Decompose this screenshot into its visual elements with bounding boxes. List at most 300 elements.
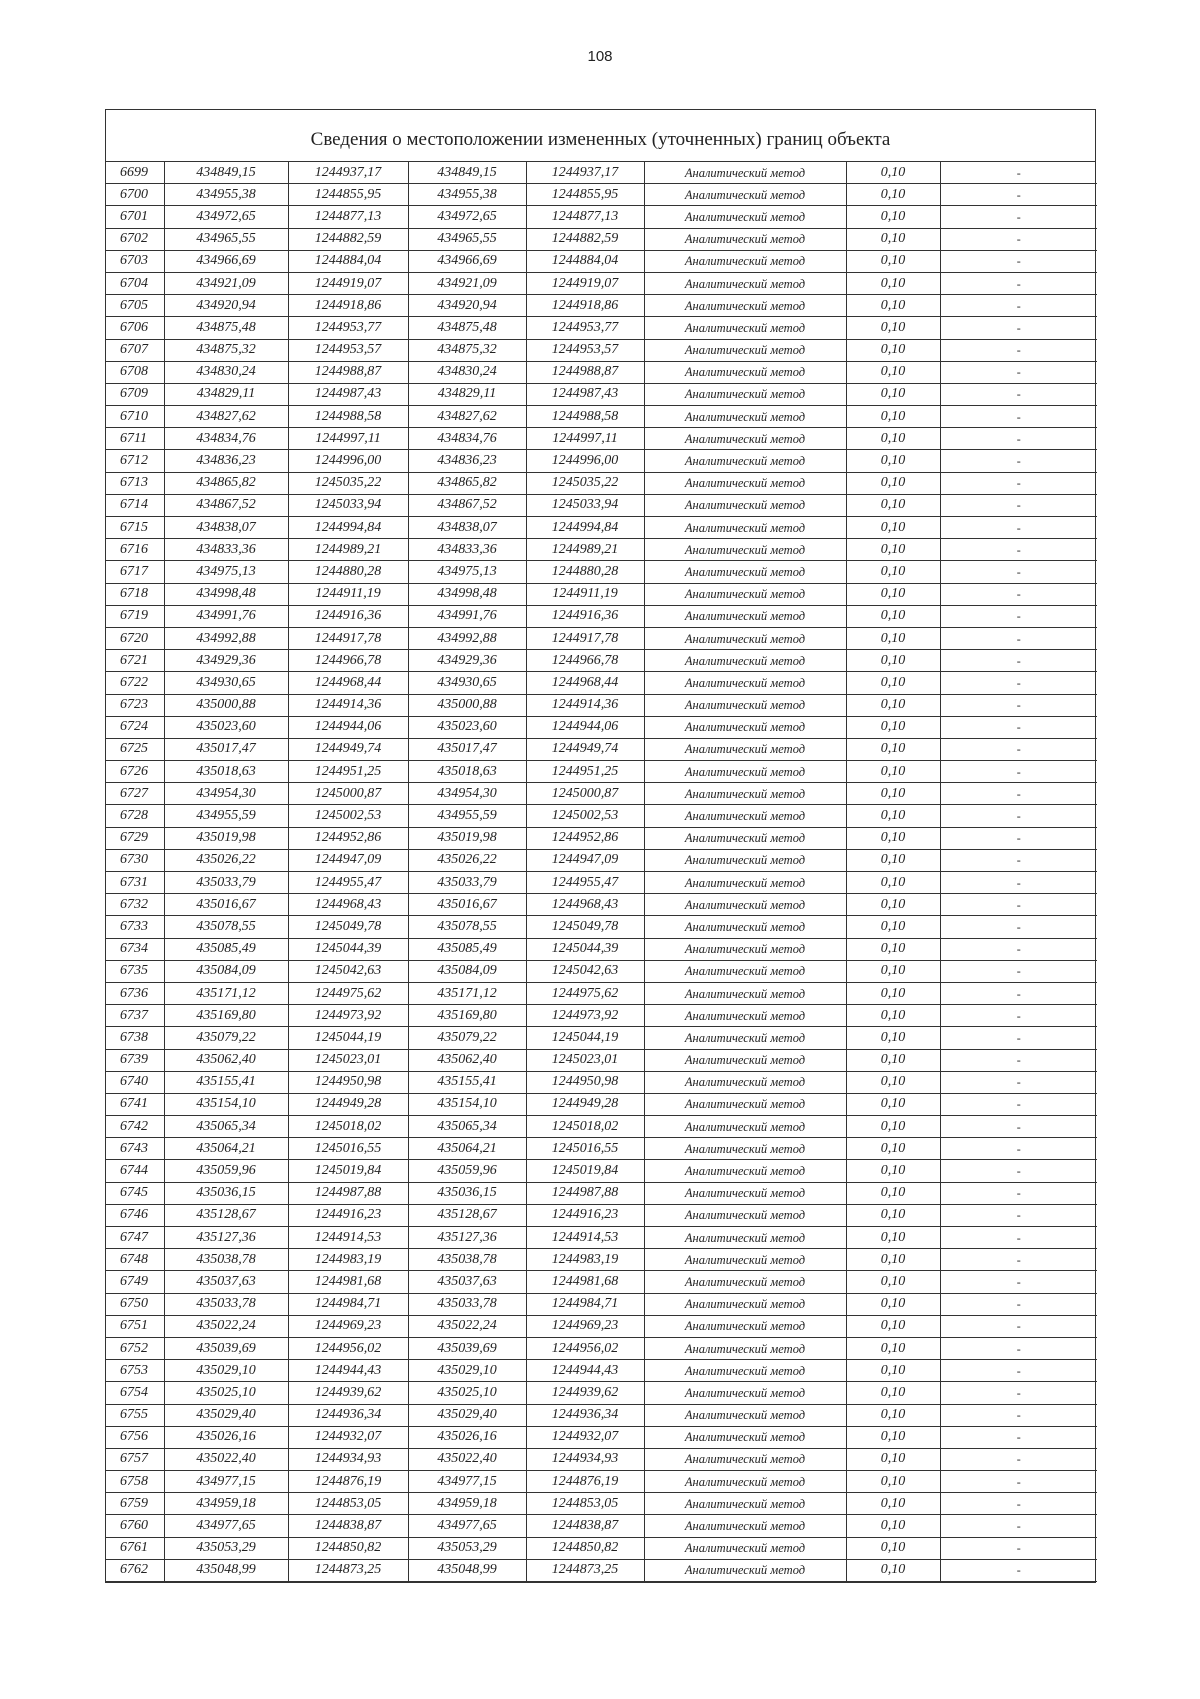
- x-existing-cell: 434998,48: [164, 583, 288, 605]
- table-row: [106, 1404, 1097, 1426]
- y-new-cell: 1244918,86: [526, 295, 644, 317]
- point-number-cell: 6714: [106, 494, 164, 516]
- x-new-cell: 434834,76: [408, 428, 526, 450]
- table-row: [106, 1249, 1097, 1271]
- y-existing-cell: 1244953,57: [288, 339, 408, 361]
- method-cell: Аналитический метод: [644, 517, 846, 539]
- accuracy-cell: 0,10: [846, 1071, 940, 1093]
- accuracy-cell: 0,10: [846, 1160, 940, 1182]
- table-row: [106, 1204, 1097, 1226]
- x-new-cell: 435079,22: [408, 1027, 526, 1049]
- table-row: [106, 1426, 1097, 1448]
- accuracy-cell: 0,10: [846, 872, 940, 894]
- y-existing-cell: 1244916,23: [288, 1204, 408, 1226]
- description-cell: -: [940, 1515, 1097, 1537]
- point-number-cell: 6726: [106, 761, 164, 783]
- point-number-cell: 6753: [106, 1360, 164, 1382]
- method-cell: Аналитический метод: [644, 1426, 846, 1448]
- x-existing-cell: 434849,15: [164, 162, 288, 184]
- accuracy-cell: 0,10: [846, 1049, 940, 1071]
- y-existing-cell: 1244934,93: [288, 1448, 408, 1470]
- point-number-cell: 6745: [106, 1182, 164, 1204]
- table-row: [106, 761, 1097, 783]
- y-new-cell: 1244953,77: [526, 317, 644, 339]
- description-cell: -: [940, 339, 1097, 361]
- method-cell: Аналитический метод: [644, 1138, 846, 1160]
- point-number-cell: 6751: [106, 1315, 164, 1337]
- x-existing-cell: 434955,59: [164, 805, 288, 827]
- x-new-cell: 435017,47: [408, 738, 526, 760]
- accuracy-cell: 0,10: [846, 605, 940, 627]
- accuracy-cell: 0,10: [846, 1182, 940, 1204]
- accuracy-cell: 0,10: [846, 1559, 940, 1581]
- method-cell: Аналитический метод: [644, 1027, 846, 1049]
- y-existing-cell: 1245033,94: [288, 494, 408, 516]
- y-new-cell: 1244873,25: [526, 1559, 644, 1581]
- description-cell: -: [940, 916, 1097, 938]
- table-row: [106, 1093, 1097, 1115]
- x-new-cell: 435029,10: [408, 1360, 526, 1382]
- accuracy-cell: 0,10: [846, 1271, 940, 1293]
- method-cell: Аналитический метод: [644, 1271, 846, 1293]
- y-new-cell: 1244996,00: [526, 450, 644, 472]
- description-cell: -: [940, 894, 1097, 916]
- x-new-cell: 434838,07: [408, 517, 526, 539]
- y-new-cell: 1244944,43: [526, 1360, 644, 1382]
- y-new-cell: 1244973,92: [526, 1005, 644, 1027]
- description-cell: -: [940, 716, 1097, 738]
- table-row: [106, 1049, 1097, 1071]
- x-existing-cell: 434992,88: [164, 627, 288, 649]
- description-cell: -: [940, 694, 1097, 716]
- method-cell: Аналитический метод: [644, 627, 846, 649]
- y-existing-cell: 1244939,62: [288, 1382, 408, 1404]
- description-cell: -: [940, 1227, 1097, 1249]
- y-existing-cell: 1244956,02: [288, 1337, 408, 1359]
- y-existing-cell: 1244975,62: [288, 982, 408, 1004]
- table-row: [106, 1537, 1097, 1559]
- point-number-cell: 6702: [106, 228, 164, 250]
- point-number-cell: 6715: [106, 517, 164, 539]
- description-cell: -: [940, 450, 1097, 472]
- y-existing-cell: 1244988,58: [288, 406, 408, 428]
- description-cell: -: [940, 1027, 1097, 1049]
- description-cell: -: [940, 1559, 1097, 1581]
- y-new-cell: 1244981,68: [526, 1271, 644, 1293]
- y-existing-cell: 1244968,43: [288, 894, 408, 916]
- point-number-cell: 6740: [106, 1071, 164, 1093]
- table-body: [106, 162, 1097, 1582]
- x-new-cell: 434977,65: [408, 1515, 526, 1537]
- accuracy-cell: 0,10: [846, 162, 940, 184]
- description-cell: -: [940, 627, 1097, 649]
- y-existing-cell: 1244987,88: [288, 1182, 408, 1204]
- y-existing-cell: 1244966,78: [288, 650, 408, 672]
- description-cell: -: [940, 206, 1097, 228]
- x-existing-cell: 434977,65: [164, 1515, 288, 1537]
- x-new-cell: 434959,18: [408, 1493, 526, 1515]
- method-cell: Аналитический метод: [644, 716, 846, 738]
- accuracy-cell: 0,10: [846, 1027, 940, 1049]
- point-number-cell: 6716: [106, 539, 164, 561]
- y-new-cell: 1244936,34: [526, 1404, 644, 1426]
- table-row: [106, 361, 1097, 383]
- description-cell: -: [940, 1426, 1097, 1448]
- method-cell: Аналитический метод: [644, 184, 846, 206]
- x-new-cell: 435155,41: [408, 1071, 526, 1093]
- accuracy-cell: 0,10: [846, 672, 940, 694]
- method-cell: Аналитический метод: [644, 228, 846, 250]
- x-existing-cell: 435016,67: [164, 894, 288, 916]
- accuracy-cell: 0,10: [846, 783, 940, 805]
- accuracy-cell: 0,10: [846, 295, 940, 317]
- point-number-cell: 6700: [106, 184, 164, 206]
- table-row: [106, 406, 1097, 428]
- accuracy-cell: 0,10: [846, 1093, 940, 1115]
- point-number-cell: 6739: [106, 1049, 164, 1071]
- table-row: [106, 894, 1097, 916]
- table-row: [106, 716, 1097, 738]
- table-row: [106, 1559, 1097, 1581]
- description-cell: -: [940, 1448, 1097, 1470]
- description-cell: -: [940, 938, 1097, 960]
- description-cell: -: [940, 383, 1097, 405]
- point-number-cell: 6734: [106, 938, 164, 960]
- x-existing-cell: 435022,24: [164, 1315, 288, 1337]
- method-cell: Аналитический метод: [644, 317, 846, 339]
- table-row: [106, 1337, 1097, 1359]
- x-existing-cell: 435037,63: [164, 1271, 288, 1293]
- method-cell: Аналитический метод: [644, 672, 846, 694]
- y-existing-cell: 1244855,95: [288, 184, 408, 206]
- x-existing-cell: 434875,32: [164, 339, 288, 361]
- accuracy-cell: 0,10: [846, 339, 940, 361]
- method-cell: Аналитический метод: [644, 1293, 846, 1315]
- point-number-cell: 6712: [106, 450, 164, 472]
- y-existing-cell: 1245049,78: [288, 916, 408, 938]
- x-new-cell: 435037,63: [408, 1271, 526, 1293]
- x-new-cell: 434965,55: [408, 228, 526, 250]
- accuracy-cell: 0,10: [846, 539, 940, 561]
- y-new-cell: 1244914,53: [526, 1227, 644, 1249]
- method-cell: Аналитический метод: [644, 561, 846, 583]
- y-new-cell: 1244987,88: [526, 1182, 644, 1204]
- table-row: [106, 738, 1097, 760]
- x-new-cell: 435033,78: [408, 1293, 526, 1315]
- point-number-cell: 6738: [106, 1027, 164, 1049]
- accuracy-cell: 0,10: [846, 738, 940, 760]
- y-existing-cell: 1245044,39: [288, 938, 408, 960]
- point-number-cell: 6725: [106, 738, 164, 760]
- accuracy-cell: 0,10: [846, 1138, 940, 1160]
- x-existing-cell: 434991,76: [164, 605, 288, 627]
- x-new-cell: 434836,23: [408, 450, 526, 472]
- point-number-cell: 6758: [106, 1471, 164, 1493]
- y-new-cell: 1244884,04: [526, 250, 644, 272]
- x-existing-cell: 435128,67: [164, 1204, 288, 1226]
- point-number-cell: 6746: [106, 1204, 164, 1226]
- y-existing-cell: 1245002,53: [288, 805, 408, 827]
- x-existing-cell: 434959,18: [164, 1493, 288, 1515]
- description-cell: -: [940, 1093, 1097, 1115]
- table-row: [106, 650, 1097, 672]
- description-cell: -: [940, 162, 1097, 184]
- x-existing-cell: 435064,21: [164, 1138, 288, 1160]
- y-new-cell: 1244838,87: [526, 1515, 644, 1537]
- accuracy-cell: 0,10: [846, 472, 940, 494]
- method-cell: Аналитический метод: [644, 783, 846, 805]
- accuracy-cell: 0,10: [846, 1204, 940, 1226]
- method-cell: Аналитический метод: [644, 295, 846, 317]
- x-new-cell: 435018,63: [408, 761, 526, 783]
- x-existing-cell: 434921,09: [164, 272, 288, 294]
- point-number-cell: 6744: [106, 1160, 164, 1182]
- x-existing-cell: 434929,36: [164, 650, 288, 672]
- method-cell: Аналитический метод: [644, 1337, 846, 1359]
- accuracy-cell: 0,10: [846, 1404, 940, 1426]
- accuracy-cell: 0,10: [846, 716, 940, 738]
- point-number-cell: 6737: [106, 1005, 164, 1027]
- y-existing-cell: 1244981,68: [288, 1271, 408, 1293]
- accuracy-cell: 0,10: [846, 761, 940, 783]
- point-number-cell: 6724: [106, 716, 164, 738]
- x-new-cell: 435171,12: [408, 982, 526, 1004]
- x-new-cell: 434998,48: [408, 583, 526, 605]
- boundary-table: [105, 109, 1096, 1583]
- method-cell: Аналитический метод: [644, 406, 846, 428]
- method-cell: Аналитический метод: [644, 1182, 846, 1204]
- table-row: [106, 916, 1097, 938]
- description-cell: -: [940, 1337, 1097, 1359]
- y-existing-cell: 1244850,82: [288, 1537, 408, 1559]
- point-number-cell: 6756: [106, 1426, 164, 1448]
- method-cell: Аналитический метод: [644, 361, 846, 383]
- y-existing-cell: 1245044,19: [288, 1027, 408, 1049]
- x-existing-cell: 434827,62: [164, 406, 288, 428]
- x-new-cell: 434875,32: [408, 339, 526, 361]
- accuracy-cell: 0,10: [846, 1293, 940, 1315]
- accuracy-cell: 0,10: [846, 1116, 940, 1138]
- y-existing-cell: 1244914,53: [288, 1227, 408, 1249]
- description-cell: -: [940, 849, 1097, 871]
- description-cell: -: [940, 761, 1097, 783]
- accuracy-cell: 0,10: [846, 650, 940, 672]
- x-new-cell: 435154,10: [408, 1093, 526, 1115]
- x-existing-cell: 435053,29: [164, 1537, 288, 1559]
- accuracy-cell: 0,10: [846, 827, 940, 849]
- coordinates-table: [106, 162, 1097, 1582]
- x-existing-cell: 434930,65: [164, 672, 288, 694]
- x-new-cell: 435000,88: [408, 694, 526, 716]
- table-row: [106, 694, 1097, 716]
- point-number-cell: 6728: [106, 805, 164, 827]
- x-new-cell: 434920,94: [408, 295, 526, 317]
- method-cell: Аналитический метод: [644, 738, 846, 760]
- y-existing-cell: 1244952,86: [288, 827, 408, 849]
- method-cell: Аналитический метод: [644, 494, 846, 516]
- y-existing-cell: 1244932,07: [288, 1426, 408, 1448]
- x-new-cell: 435064,21: [408, 1138, 526, 1160]
- point-number-cell: 6736: [106, 982, 164, 1004]
- point-number-cell: 6711: [106, 428, 164, 450]
- description-cell: -: [940, 1005, 1097, 1027]
- description-cell: -: [940, 1116, 1097, 1138]
- description-cell: -: [940, 361, 1097, 383]
- table-row: [106, 605, 1097, 627]
- point-number-cell: 6710: [106, 406, 164, 428]
- table-row: [106, 1182, 1097, 1204]
- x-new-cell: 435128,67: [408, 1204, 526, 1226]
- description-cell: -: [940, 317, 1097, 339]
- accuracy-cell: 0,10: [846, 428, 940, 450]
- description-cell: -: [940, 1160, 1097, 1182]
- description-cell: -: [940, 738, 1097, 760]
- x-new-cell: 434992,88: [408, 627, 526, 649]
- table-row: [106, 1227, 1097, 1249]
- y-existing-cell: 1244937,17: [288, 162, 408, 184]
- point-number-cell: 6748: [106, 1249, 164, 1271]
- y-new-cell: 1244937,17: [526, 162, 644, 184]
- accuracy-cell: 0,10: [846, 228, 940, 250]
- x-existing-cell: 435084,09: [164, 960, 288, 982]
- accuracy-cell: 0,10: [846, 1537, 940, 1559]
- method-cell: Аналитический метод: [644, 982, 846, 1004]
- x-new-cell: 435016,67: [408, 894, 526, 916]
- table-row: [106, 1515, 1097, 1537]
- point-number-cell: 6707: [106, 339, 164, 361]
- y-new-cell: 1245000,87: [526, 783, 644, 805]
- method-cell: Аналитический метод: [644, 450, 846, 472]
- table-row: [106, 206, 1097, 228]
- y-existing-cell: 1244968,44: [288, 672, 408, 694]
- method-cell: Аналитический метод: [644, 894, 846, 916]
- point-number-cell: 6722: [106, 672, 164, 694]
- x-new-cell: 434833,36: [408, 539, 526, 561]
- accuracy-cell: 0,10: [846, 1005, 940, 1027]
- point-number-cell: 6709: [106, 383, 164, 405]
- table-row: [106, 472, 1097, 494]
- point-number-cell: 6733: [106, 916, 164, 938]
- y-new-cell: 1244850,82: [526, 1537, 644, 1559]
- y-existing-cell: 1244953,77: [288, 317, 408, 339]
- point-number-cell: 6731: [106, 872, 164, 894]
- y-existing-cell: 1244838,87: [288, 1515, 408, 1537]
- point-number-cell: 6759: [106, 1493, 164, 1515]
- y-new-cell: 1244955,47: [526, 872, 644, 894]
- x-new-cell: 434849,15: [408, 162, 526, 184]
- x-new-cell: 435022,40: [408, 1448, 526, 1470]
- accuracy-cell: 0,10: [846, 450, 940, 472]
- method-cell: Аналитический метод: [644, 272, 846, 294]
- x-existing-cell: 434834,76: [164, 428, 288, 450]
- table-row: [106, 295, 1097, 317]
- accuracy-cell: 0,10: [846, 805, 940, 827]
- x-existing-cell: 435127,36: [164, 1227, 288, 1249]
- table-row: [106, 1293, 1097, 1315]
- y-new-cell: 1244968,44: [526, 672, 644, 694]
- point-number-cell: 6730: [106, 849, 164, 871]
- table-row: [106, 827, 1097, 849]
- x-new-cell: 435019,98: [408, 827, 526, 849]
- y-existing-cell: 1245042,63: [288, 960, 408, 982]
- description-cell: -: [940, 1049, 1097, 1071]
- point-number-cell: 6703: [106, 250, 164, 272]
- y-new-cell: 1244950,98: [526, 1071, 644, 1093]
- accuracy-cell: 0,10: [846, 1337, 940, 1359]
- method-cell: Аналитический метод: [644, 849, 846, 871]
- description-cell: -: [940, 1071, 1097, 1093]
- method-cell: Аналитический метод: [644, 1360, 846, 1382]
- description-cell: -: [940, 472, 1097, 494]
- method-cell: Аналитический метод: [644, 583, 846, 605]
- x-new-cell: 434977,15: [408, 1471, 526, 1493]
- method-cell: Аналитический метод: [644, 805, 846, 827]
- y-new-cell: 1244951,25: [526, 761, 644, 783]
- y-new-cell: 1244988,58: [526, 406, 644, 428]
- method-cell: Аналитический метод: [644, 1448, 846, 1470]
- point-number-cell: 6762: [106, 1559, 164, 1581]
- point-number-cell: 6701: [106, 206, 164, 228]
- point-number-cell: 6754: [106, 1382, 164, 1404]
- x-existing-cell: 435026,16: [164, 1426, 288, 1448]
- table-row: [106, 805, 1097, 827]
- x-new-cell: 434865,82: [408, 472, 526, 494]
- x-existing-cell: 435038,78: [164, 1249, 288, 1271]
- point-number-cell: 6713: [106, 472, 164, 494]
- table-row: [106, 583, 1097, 605]
- x-new-cell: 434829,11: [408, 383, 526, 405]
- y-new-cell: 1245019,84: [526, 1160, 644, 1182]
- description-cell: -: [940, 805, 1097, 827]
- x-existing-cell: 435029,40: [164, 1404, 288, 1426]
- x-new-cell: 435085,49: [408, 938, 526, 960]
- accuracy-cell: 0,10: [846, 583, 940, 605]
- description-cell: -: [940, 1315, 1097, 1337]
- y-new-cell: 1245018,02: [526, 1116, 644, 1138]
- method-cell: Аналитический метод: [644, 1005, 846, 1027]
- accuracy-cell: 0,10: [846, 894, 940, 916]
- y-new-cell: 1244997,11: [526, 428, 644, 450]
- description-cell: -: [940, 1138, 1097, 1160]
- table-row: [106, 250, 1097, 272]
- accuracy-cell: 0,10: [846, 383, 940, 405]
- point-number-cell: 6760: [106, 1515, 164, 1537]
- x-new-cell: 434972,65: [408, 206, 526, 228]
- method-cell: Аналитический метод: [644, 960, 846, 982]
- y-new-cell: 1245044,19: [526, 1027, 644, 1049]
- description-cell: -: [940, 494, 1097, 516]
- method-cell: Аналитический метод: [644, 1227, 846, 1249]
- method-cell: Аналитический метод: [644, 1559, 846, 1581]
- accuracy-cell: 0,10: [846, 517, 940, 539]
- accuracy-cell: 0,10: [846, 1471, 940, 1493]
- description-cell: -: [940, 184, 1097, 206]
- method-cell: Аналитический метод: [644, 428, 846, 450]
- y-new-cell: 1244949,74: [526, 738, 644, 760]
- method-cell: Аналитический метод: [644, 1404, 846, 1426]
- table-row: [106, 1027, 1097, 1049]
- y-existing-cell: 1244987,43: [288, 383, 408, 405]
- y-new-cell: 1244916,36: [526, 605, 644, 627]
- method-cell: Аналитический метод: [644, 1049, 846, 1071]
- accuracy-cell: 0,10: [846, 1360, 940, 1382]
- y-existing-cell: 1244994,84: [288, 517, 408, 539]
- description-cell: -: [940, 672, 1097, 694]
- y-new-cell: 1245035,22: [526, 472, 644, 494]
- x-new-cell: 435025,10: [408, 1382, 526, 1404]
- table-row: [106, 272, 1097, 294]
- method-cell: Аналитический метод: [644, 938, 846, 960]
